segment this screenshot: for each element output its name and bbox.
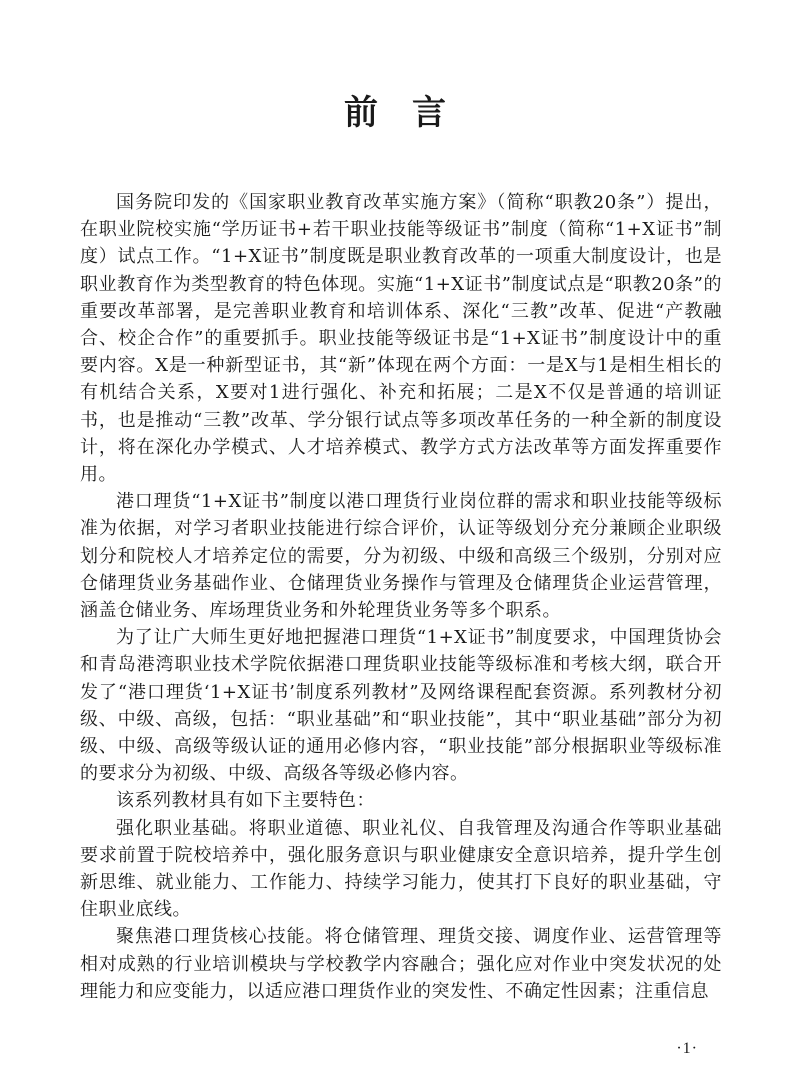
paragraph-1: 国务院印发的《国家职业教育改革实施方案》（简称“职教20条”）提出，在职业院校实施“学历证书+若干职业技能等级证书”制度（简称“1+X证书”制度）试点工作。“1+X证书”制度既是职业教育改革的一项重大制度设计，也是职业教育作为类型教育的特色体现。实施“1+X证书”制度试点是“职教20条”的重要改革部署，是完善职业教育和培训体系、深化“三教”改革、促进“产教融合、校企合作”的重要抓手。职业技能等级证书是“1+X证书”制度设计中的重要内容。X是一种新型证书，其“新”体现在两个方面：一是X与1是相生相长的有机结合关系，X要对1进行强化、补充和拓展；二是X不仅是普通的培训证书，也是推动“三教”改革、学分银行试点等多项改革任务的一种全新的制度设计，将在深化办学模式、人才培养模式、教学方式方法改革等方面发挥重要作用。	[80, 192, 722, 486]
paragraph-5: 强化职业基础。将职业道德、职业礼仪、自我管理及沟通合作等职业基础要求前置于院校培养中，强化服务意识与职业健康安全意识培养，提升学生创新思维、就业能力、工作能力、持续学习能力，使其打下良好的职业基础，守住职业底线。	[80, 817, 722, 921]
paragraph-3: 为了让广大师生更好地把握港口理货“1+X证书”制度要求，中国理货协会和青岛港湾职业技术学院依据港口理货职业技能等级标准和考核大纲，联合开发了“港口理货‘1+X证书’制度系列教材”及网络课程配套资源。系列教材分初级、中级、高级，包括：“职业基础”和“职业技能”，其中“职业基础”部分为初级、中级、高级等级认证的通用必修内容，“职业技能”部分根据职业等级标准的要求分为初级、中级、高级各等级必修内容。	[80, 627, 722, 785]
paragraph-6: 聚焦港口理货核心技能。将仓储管理、理货交接、调度作业、运营管理等相对成熟的行业培训模块与学校教学内容融合；强化应对作业中突发状况的处理能力和应变能力，以适应港口理货作业的突发性、不确定性因素；注重信息	[80, 926, 722, 1002]
paragraph-4: 该系列教材具有如下主要特色：	[116, 790, 375, 812]
page-title: 前言	[344, 93, 480, 133]
page-number: ·1·	[676, 1040, 698, 1057]
paragraph-2: 港口理货“1+X证书”制度以港口理货行业岗位群的需求和职业技能等级标准为依据，对学习者职业技能进行综合评价，认证等级划分充分兼顾企业职级划分和院校人才培养定位的需要，分为初级、中级和高级三个级别，分别对应仓储理货业务基础作业、仓储理货业务操作与管理及仓储理货企业运营管理，涵盖仓储业务、库场理货业务和外轮理货业务等多个职系。	[80, 491, 722, 622]
body-text	[80, 189, 722, 1005]
